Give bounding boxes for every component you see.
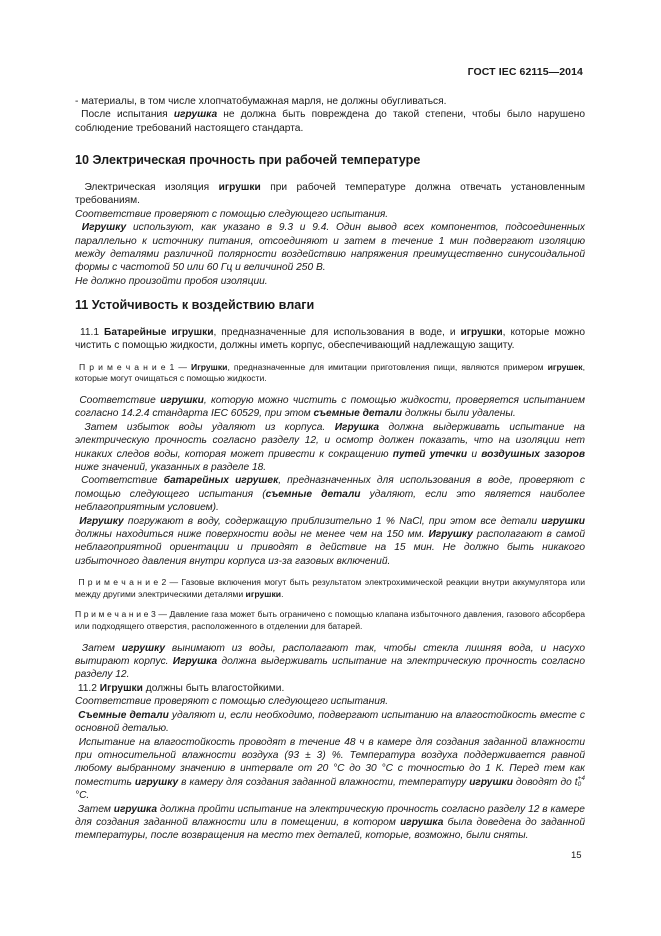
paragraph: Соответствие батарейных игрушек, предназначенных для использования в воде, проверяют с помощью следующего испытания (съемные детали удаляют, если это является наиболее неблагоприятным условием). — [75, 475, 585, 514]
paragraph: Соответствие игрушки, которую можно чистить с помощью жидкости, проверяется испытанием согласно 14.2.4 стандарта IEC 60529, при этом съемные детали должны были удалены. — [75, 395, 585, 420]
paragraph: Затем игрушку вынимают из воды, располагают так, чтобы стекла лишняя вода, и насухо вытирают корпус. Игрушка должна выдерживать испытание на электрическую прочность согласно разделу 12. — [75, 642, 585, 681]
top-block — [75, 95, 585, 135]
dash-item: - материалы, в том числе хлопчатобумажная марля, не должны обугливаться. — [75, 96, 447, 107]
paragraph: Испытание на влагостойкость проводят в течение 48 ч в камере для создания заданной влажности при относительной влажности воздуха (93 ± 3) %. Температура воздуха поддерживается равной любому выбранному значению в интервале от 20 °С до 30 °С с точностью до 1 К. Перед тем как поместить игрушку в камеру для создания заданной влажности, температуру игрушки доводят до t+4 0 °С. — [75, 736, 585, 802]
paragraph: Затем избыток воды удаляют из корпуса. Игрушка должна выдерживать испытание на электрическую прочность согласно разделу 12, и осмотр должен показать, что на изоляции нет никаких следов воды, которая может привести к сокращению путей утечки и воздушных зазоров ниже значений, указанных в разделе 18. — [75, 421, 585, 474]
section-10-title: 10 Электрическая прочность при рабочей температуре — [75, 153, 421, 167]
paragraph: Игрушку погружают в воду, содержащую приблизительно 1 % NaCl, при этом все детали игрушки должны находиться ниже поверхности воды не менее чем на 150 мм. Игрушку располагают в самой неблагоприятной ориентации и приводят в действие на 15 мин. Не должно быть никакого избыточного давления внутри корпуса из-за газовых включений. — [75, 515, 585, 567]
compliance-line: Соответствие проверяют с помощью следующего испытания. — [75, 696, 389, 708]
paragraph: Электрическая изоляция игрушки при рабочей температуре должна отвечать установленным требованиям. — [75, 182, 585, 207]
paragraph-11-1: 11.1 Батарейные игрушки, предназначенные для использования в воде, и игрушки, которые можно чистить с помощью жидкости, должны иметь корпус, обеспечивающий надлежащую защиту. — [75, 327, 585, 352]
section-11-title: 11 Устойчивость к воздействию влаги — [75, 298, 315, 312]
note-1: П р и м е ч а н и е 1 — Игрушки, предназначенные для имитации приготовления пищи, являются примером игрушек, которые могут очищаться с помощью жидкости. — [75, 361, 585, 384]
paragraph: Игрушку используют, как указано в 9.3 и 9.4. Один вывод всех компонентов, подсоединенных параллельно к источнику питания, отсоединяют и затем в течение 1 мин подвергают изоляцию между деталями различной полярности воздействию напряжения преимущественно синусоидальной формы с частотой 50 или 60 Гц и величиной 250 В. — [75, 222, 585, 274]
paragraph: Съемные детали удаляют и, если необходимо, подвергают испытанию на влагостойкость вместе с основной деталью. — [75, 709, 585, 735]
note-2: П р и м е ч а н и е 2 — Газовые включения могут быть результатом электрохимической реакции внутри аккумулятора или между другими электрическими деталями игрушки. — [75, 577, 585, 599]
paragraph: После испытания игрушка не должна быть повреждена до такой степени, чтобы было нарушено соблюдение требований настоящего стандарта. — [75, 109, 585, 134]
section-10-body — [75, 181, 585, 288]
page-number: 15 — [571, 850, 582, 861]
paragraph-11-2: 11.2 Игрушки должны быть влагостойкими. — [77, 682, 285, 694]
section-11-body — [75, 326, 585, 843]
paragraph: Не должно произойти пробоя изоляции. — [75, 275, 268, 287]
note-3: П р и м е ч а н и е 3 — Давление газа может быть ограничено с помощью клапана избыточного давления, газового абсорбера или подходящего отверстия, расположенного в отделении для батарей. — [75, 609, 585, 632]
compliance-line: Соответствие проверяют с помощью следующего испытания. — [75, 208, 389, 220]
document-code: ГОСТ IEC 62115—2014 — [467, 66, 583, 78]
paragraph: Затем игрушка должна пройти испытание на электрическую прочность согласно разделу 12 в камере для создания заданной влажности или в помещении, в котором игрушка была доведена до заданной температуры, после возвращения на место тех деталей, которые, возможно, были сняты. — [75, 803, 585, 842]
